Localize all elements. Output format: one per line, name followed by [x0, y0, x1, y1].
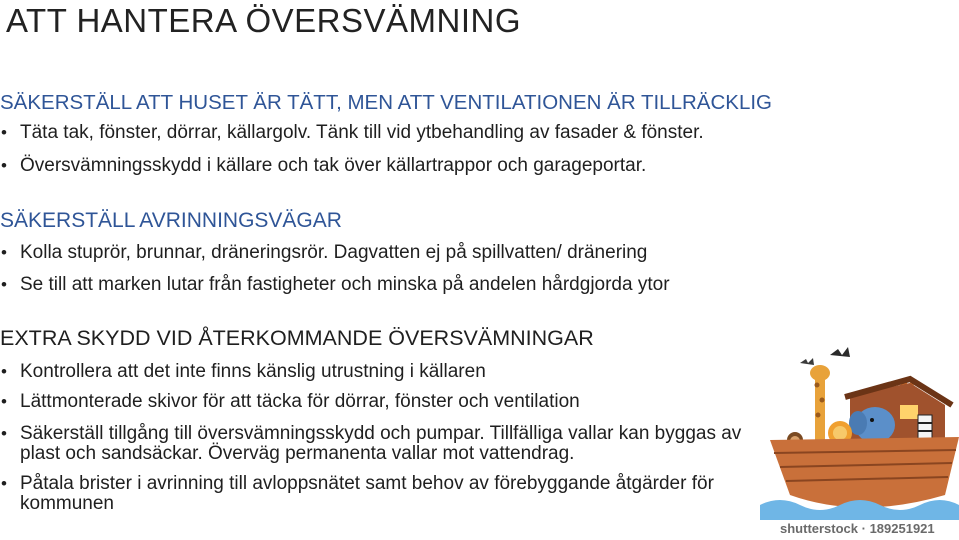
bullet-item: • Täta tak, fönster, dörrar, källargolv. Tänk till vid ytbehandling av fasader & fönster. [1, 122, 704, 143]
bullet-dot-icon: • [1, 243, 7, 262]
section-heading-ventilation: SÄKERSTÄLL ATT HUSET ÄR TÄTT, MEN ATT VENTILATIONEN ÄR TILLRÄCKLIG [0, 91, 772, 114]
slide-title: ATT HANTERA ÖVERSVÄMNING [6, 2, 522, 39]
section-heading-extra-protection: EXTRA SKYDD VID ÅTERKOMMANDE ÖVERSVÄMNINGAR [0, 326, 594, 350]
bullet-dot-icon: • [1, 362, 7, 381]
bullet-item: • Se till att marken lutar från fastigheter och minska på andelen hårdgjorda ytor [1, 274, 670, 295]
noahs-ark-illustration-icon [760, 345, 959, 540]
bullet-item: • Översvämningsskydd i källare och tak över källartrappor och garageportar. [1, 155, 647, 176]
bullet-dot-icon: • [1, 123, 7, 142]
bullet-item: • Kontrollera att det inte finns känslig utrustning i källaren [1, 361, 486, 382]
section-heading-drainage: SÄKERSTÄLL AVRINNINGSVÄGAR [0, 209, 342, 232]
bullet-item: • Lättmonterade skivor för att täcka för dörrar, fönster och ventilation [1, 391, 580, 412]
bullet-dot-icon: • [1, 474, 7, 493]
bullet-dot-icon: • [1, 392, 7, 411]
image-watermark: shutterstock · 189251921 [780, 521, 935, 536]
bullet-dot-icon: • [1, 424, 7, 443]
bullet-item: • Säkerställ tillgång till översvämningsskydd och pumpar. Tillfälliga vallar kan byggas av plast och sandsäckar. Överväg permanenta vallar mot vattendrag. [1, 423, 742, 464]
bullet-item: • Påtala brister i avrinning till avloppsnätet samt behov av förebyggande åtgärder för kommunen [1, 473, 714, 514]
bullet-item: • Kolla stuprör, brunnar, dräneringsrör. Dagvatten ej på spillvatten/ dränering [1, 242, 648, 263]
bullet-dot-icon: • [1, 156, 7, 175]
bullet-dot-icon: • [1, 275, 7, 294]
